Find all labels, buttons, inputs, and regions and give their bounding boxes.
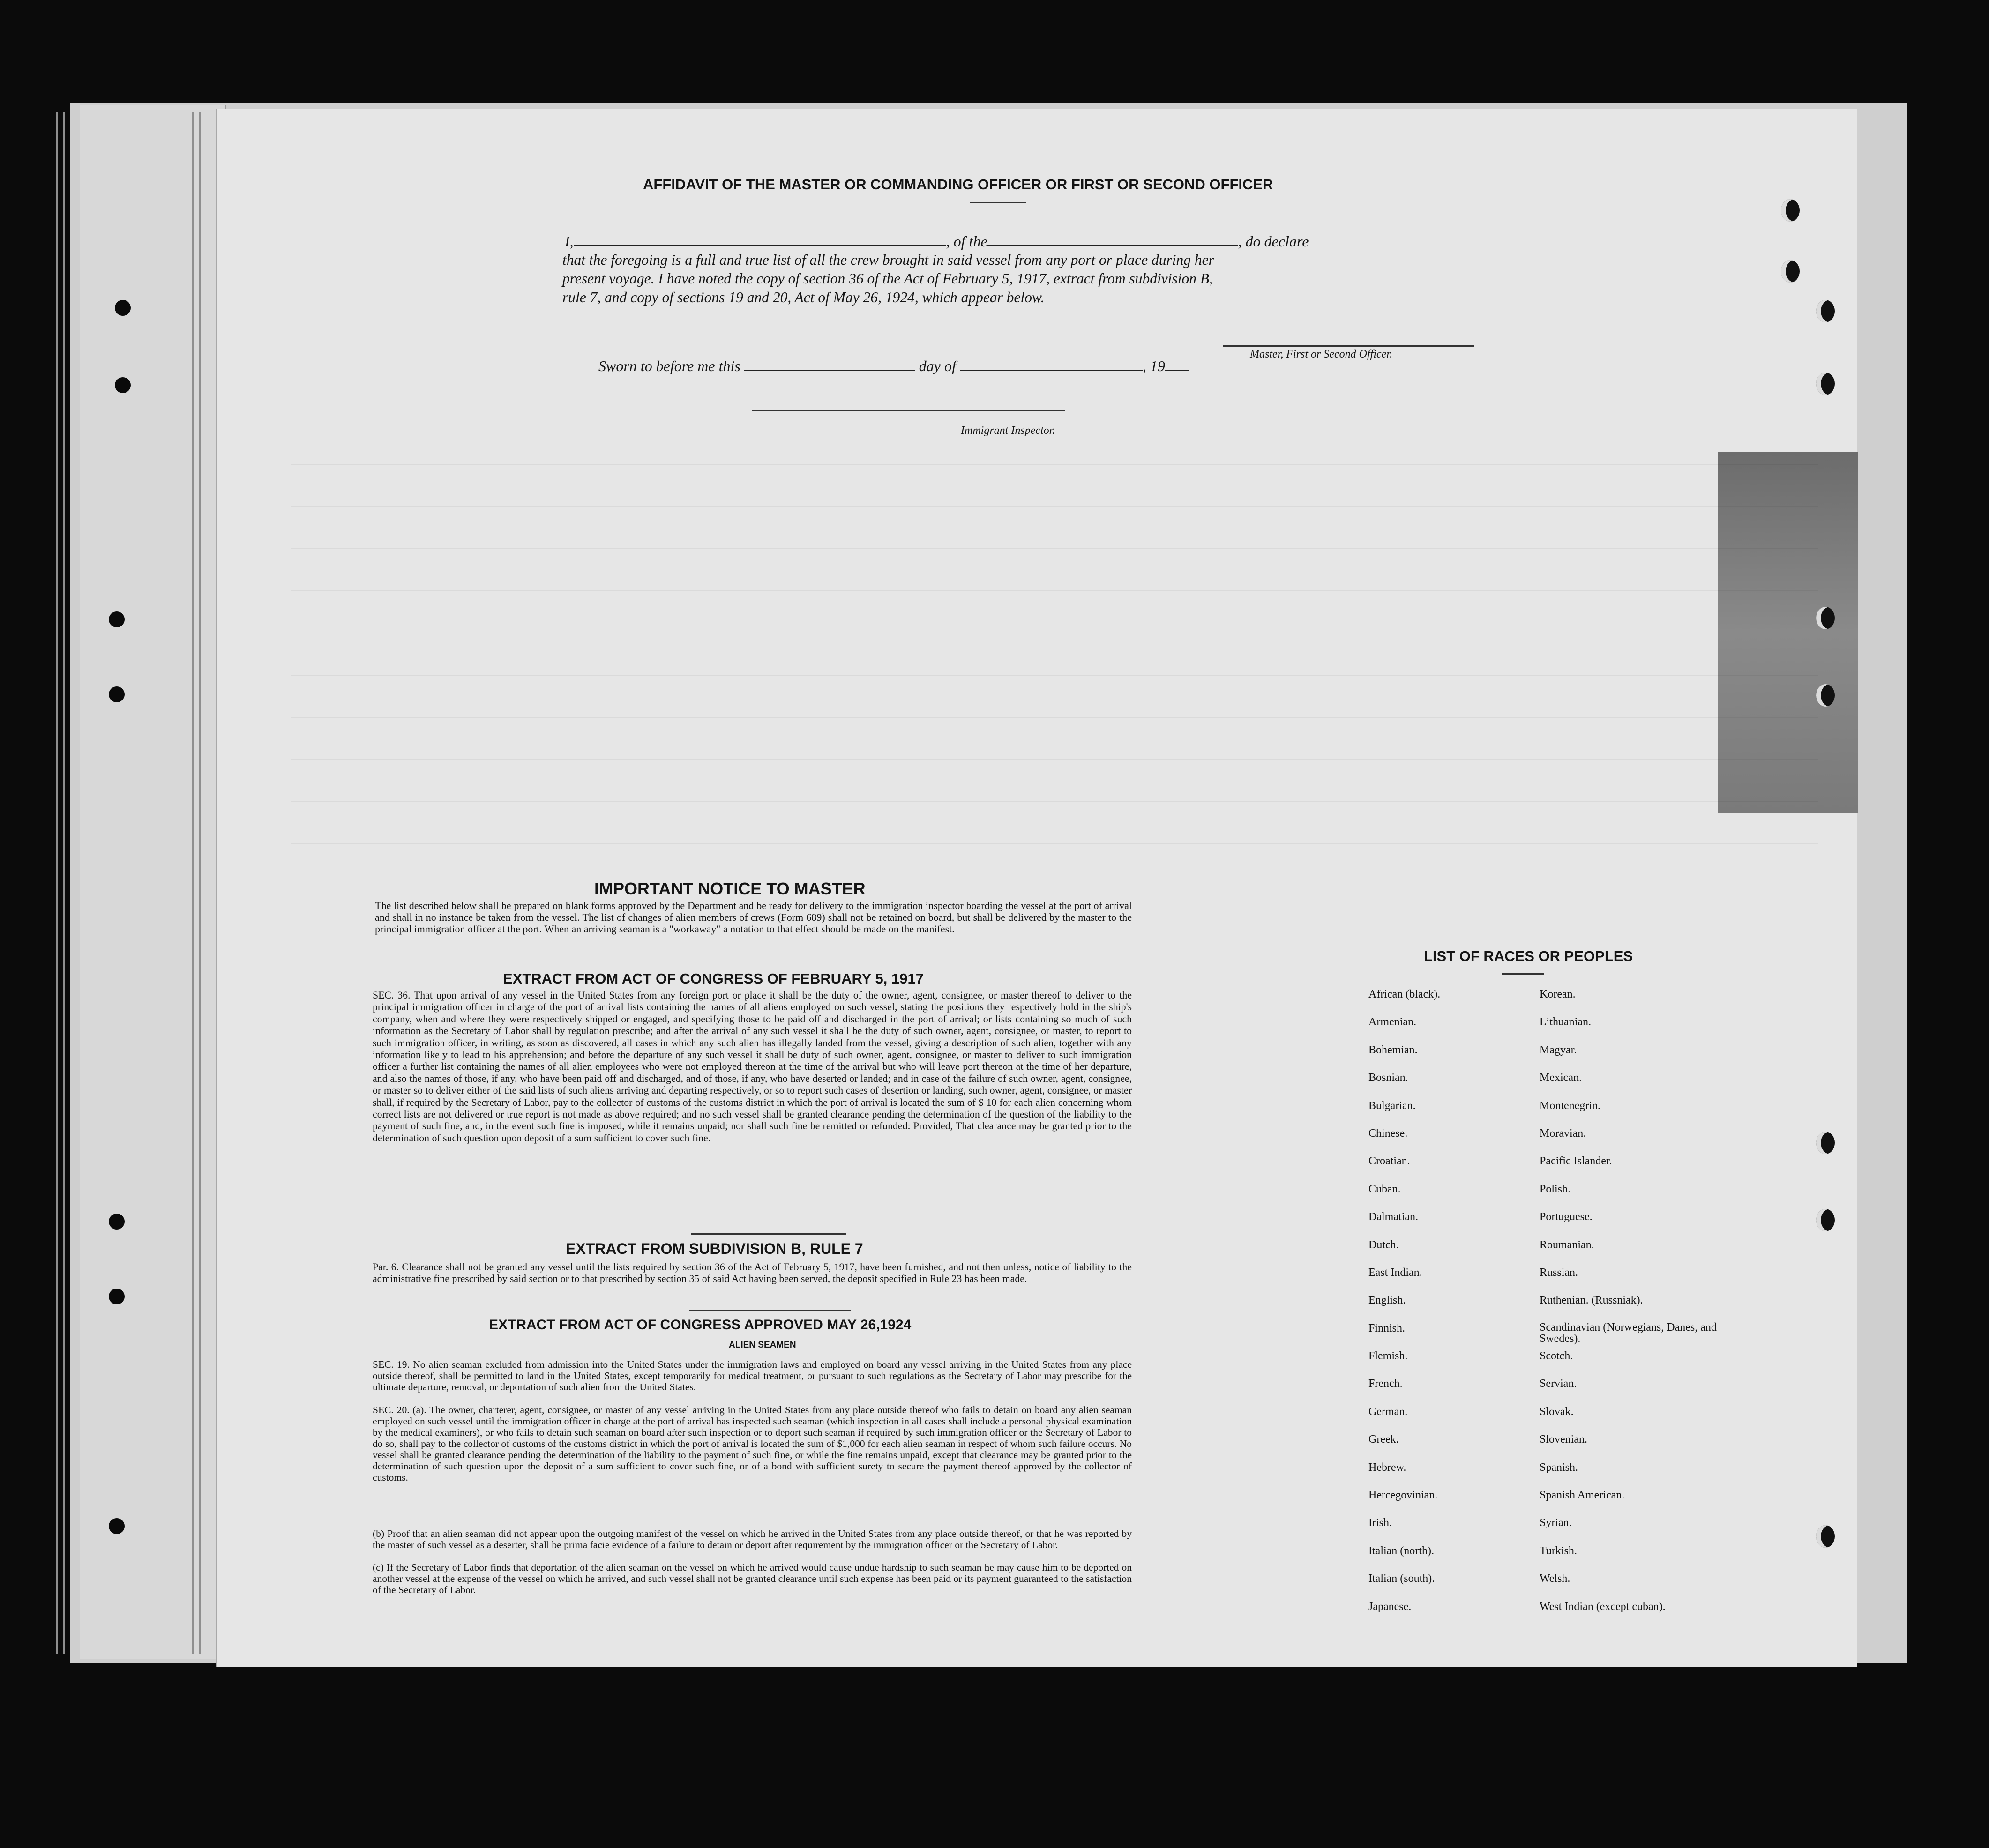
inspector-caption: Immigrant Inspector. xyxy=(961,425,1055,437)
sec-20a-text: SEC. 20. (a). The owner, charterer, agent, consignee, or master of any vessel arriving in the United States from any place outside thereof who fails to detain on board any alien seaman employed on such vessel until the immigration officer in charge at the port of arrival has inspected such seaman (which inspection in all cases shall include a personal physical examination by the medical examiners), or who fails to detain such seaman on board after such inspection or to deport such seaman if required by such immigration officer or the Secretary of Labor to do so, shall pay to the collector of customs of the customs district in which the port of arrival is located the sum of $1,000 for each alien seaman in respect of whom such failure occurs. No vessel shall be granted clearance pending the determination of the liability to the payment of such fine, or while the fine remains unpaid, except that clearance may be granted prior to the determination of such question upon the deposit of a sum sufficient to cover such fine, or of a bond with sufficient surety to secure the payment thereof approved by the collector of customs. xyxy=(373,1404,1132,1483)
race-item: African (black). xyxy=(1368,988,1441,1000)
race-item: English. xyxy=(1368,1294,1406,1307)
race-item: Spanish. xyxy=(1540,1461,1578,1474)
page-edge xyxy=(56,112,58,1654)
sec-20b-text: (b) Proof that an alien seaman did not appear upon the outgoing manifest of the vessel on which he arrived in the United States from any place outside thereof, or that he was reported by the master of such vessel as a deserter, shall be prima facie evidence of a failure to detain or deport after requirement by the immigration officer or the Secretary of Labor. xyxy=(373,1528,1132,1550)
bleed-through xyxy=(291,843,1818,844)
binder-hole xyxy=(109,686,125,702)
race-item: Dalmatian. xyxy=(1368,1211,1418,1223)
race-item: Roumanian. xyxy=(1540,1238,1594,1251)
affidavit-heading: AFFIDAVIT OF THE MASTER OR COMMANDING OFFICER OR FIRST OR SECOND OFFICER xyxy=(643,176,1273,193)
officer-signature-line[interactable] xyxy=(1223,345,1474,347)
race-item: Polish. xyxy=(1540,1183,1571,1195)
race-item: Italian (north). xyxy=(1368,1544,1434,1557)
race-item: Japanese. xyxy=(1368,1600,1412,1613)
affidavit-line-1 xyxy=(565,233,1309,250)
divider xyxy=(689,1310,851,1311)
bleed-through xyxy=(291,717,1818,718)
race-item: Finnish. xyxy=(1368,1322,1406,1334)
punch-hole xyxy=(1781,199,1800,222)
race-item: Armenian. xyxy=(1368,1016,1416,1028)
affidavit-declare: , do declare xyxy=(1238,233,1309,250)
race-item: Hercegovinian. xyxy=(1368,1489,1438,1502)
extract-1917-heading: EXTRACT FROM ACT OF CONGRESS OF FEBRUARY 5, 1917 xyxy=(503,970,924,987)
race-item: Ruthenian. (Russniak). xyxy=(1540,1294,1643,1307)
race-item: Mexican. xyxy=(1540,1072,1582,1084)
notice-text: The list described below shall be prepared on blank forms approved by the Department and be ready for delivery to the immigration inspector boarding the vessel at the port of arrival and shall in no instance be taken from the vessel. The list of changes of alien members of crews (Form 689) shall not be retained on board, but shall be delivered by the master to the principal immigration officer at the port. When an arriving seaman is a "workaway" a notation to that effect should be made on the manifest. xyxy=(375,900,1132,935)
race-item: Moravian. xyxy=(1540,1127,1586,1140)
race-item: Scandinavian (Norwegians, Danes, and Swedes). xyxy=(1540,1321,1717,1345)
name-blank[interactable] xyxy=(574,245,946,246)
page-edge xyxy=(63,112,65,1654)
punch-hole xyxy=(1816,1209,1835,1231)
race-item: Dutch. xyxy=(1368,1238,1399,1251)
binder-hole xyxy=(109,1289,125,1304)
divider xyxy=(1502,973,1544,975)
divider xyxy=(691,1233,846,1235)
bleed-through xyxy=(291,506,1818,507)
affidavit-line-2: that the foregoing is a full and true list of all the crew brought in said vessel from any port or place during her xyxy=(562,252,1214,268)
race-item: Servian. xyxy=(1540,1378,1577,1390)
race-item: Croatian. xyxy=(1368,1155,1410,1168)
races-right-column xyxy=(1540,988,1718,1628)
race-item: Cuban. xyxy=(1368,1183,1401,1195)
notice-heading: IMPORTANT NOTICE TO MASTER xyxy=(594,879,866,898)
affidavit-of-the: , of the xyxy=(946,233,987,250)
affidavit-i: I, xyxy=(565,233,574,250)
race-item: Bulgarian. xyxy=(1368,1099,1416,1112)
alien-seamen-subheading: ALIEN SEAMEN xyxy=(729,1340,796,1350)
punch-hole xyxy=(1816,1525,1835,1548)
sworn-text: Sworn to before me this xyxy=(598,358,740,374)
extract-rule7-heading: EXTRACT FROM SUBDIVISION B, RULE 7 xyxy=(566,1240,863,1257)
punch-hole xyxy=(1781,260,1800,283)
sec-19-text: SEC. 19. No alien seaman excluded from admission into the United States under the immigration laws and employed on board any vessel arriving in the United States from any place outside thereof, shall be permitted to land in the United States, except temporarily for medical treatment, or pursuant to such regulations as the Secretary of Labor may prescribe for the ultimate departure, removal, or deportation of such alien from the United States. xyxy=(373,1359,1132,1393)
divider xyxy=(970,202,1026,203)
punch-hole xyxy=(1816,607,1835,629)
left-binder-sheet xyxy=(80,105,226,1659)
race-item: Welsh. xyxy=(1540,1572,1570,1585)
bleed-through xyxy=(291,548,1818,549)
race-item: French. xyxy=(1368,1378,1403,1390)
punch-hole xyxy=(1816,300,1835,322)
year-blank[interactable] xyxy=(1165,370,1189,371)
punch-hole xyxy=(1816,1132,1835,1154)
race-item: Bohemian. xyxy=(1368,1043,1418,1056)
binder-hole xyxy=(109,1214,125,1230)
race-item: East Indian. xyxy=(1368,1266,1422,1279)
races-heading: LIST OF RACES OR PEOPLES xyxy=(1424,948,1633,964)
race-item: Russian. xyxy=(1540,1266,1578,1279)
race-item: Portuguese. xyxy=(1540,1211,1593,1223)
bleed-through xyxy=(291,801,1818,802)
binder-hole xyxy=(115,377,131,393)
race-item: Slovak. xyxy=(1540,1405,1574,1418)
race-item: Flemish. xyxy=(1368,1350,1408,1363)
race-item: Bosnian. xyxy=(1368,1072,1408,1084)
binder-hole xyxy=(109,611,125,627)
race-item: Chinese. xyxy=(1368,1127,1408,1140)
day-of-text: day of xyxy=(919,358,956,374)
race-item: Hebrew. xyxy=(1368,1461,1406,1474)
race-item: Spanish American. xyxy=(1540,1489,1625,1502)
extract-1924-heading: EXTRACT FROM ACT OF CONGRESS APPROVED MAY 26,1924 xyxy=(489,1317,912,1333)
binder-hole xyxy=(115,300,131,316)
extract-rule7-text: Par. 6. Clearance shall not be granted any vessel until the lists required by section 36 of the Act of February 5, 1917, have been furnished, and not then unless, notice of liability to the administrative fine prescribed by said section or to that prescribed by section 35 of said Act having been served, the deposit specified in Rule 23 has been made. xyxy=(373,1261,1132,1284)
affidavit-line-3: present voyage. I have noted the copy of section 36 of the Act of February 5, 1917, extract from subdivision B, xyxy=(562,270,1213,287)
page-edge xyxy=(199,112,201,1654)
bleed-through xyxy=(291,464,1818,465)
race-item: Syrian. xyxy=(1540,1517,1572,1529)
race-item: Pacific Islander. xyxy=(1540,1155,1612,1168)
race-item: Magyar. xyxy=(1540,1043,1577,1056)
affidavit-line-4: rule 7, and copy of sections 19 and 20, Act of May 26, 1924, which appear below. xyxy=(562,289,1045,306)
officer-caption: Master, First or Second Officer. xyxy=(1250,348,1392,360)
inspector-signature-line[interactable] xyxy=(752,410,1065,411)
race-item: Irish. xyxy=(1368,1517,1392,1529)
extract-1917-text: SEC. 36. That upon arrival of any vessel in the United States from any foreign port or place it shall be the duty of the owner, agent, consignee, or master thereof to deliver to the principal immigration officer in charge of the port of arrival lists containing the names of all aliens employed on such vessel, stating the positions they respectively hold in the ship's company, when and where they were respectively shipped or engaged, and specifying those to be paid off and discharged in the port of arrival; or lists containing so much of such information as the Secretary of Labor shall by regulation prescribe; and after the arrival of any such vessel it shall be the duty of such owner, agent, consignee, or master, to report to such immigration officer, in writing, as soon as discovered, all cases in which any such alien has illegally landed from the vessel, giving a description of such alien, together with any information likely to lead to his apprehension; and before the departure of any such vessel it shall be duty of such owner, agent, consignee, or master to deliver to such immigration officer a further list containing the names of all alien employees who were not employed thereon at the time of the arrival but who will leave port thereon at the time of her departure, and also the names of those, if any, who have been paid off and discharged, and of those, if any, who have deserted or landed; and in case of the failure of such owner, agent, consignee, or master so to deliver either of the said lists of such aliens arriving and departing respectively, or so to report such cases of desertion or landing, such owner, agent, consignee, or master shall, if required by the Secretary of Labor, pay to the collector of customs of the customs district in which the port of arrival is located the sum of $ 10 for each alien concerning whom correct lists are not delivered or true report is not made as above required; and no such vessel shall be granted clearance pending the determination of the question of the liability to the payment of such fine, and, in the event such fine is imposed, while it remains unpaid; nor shall such fine be remitted or refunded: Provided, That clearance may be granted prior to the determination of such question upon deposit of a sum sufficient to cover such fine. xyxy=(373,990,1132,1144)
sworn-line xyxy=(598,358,1189,375)
race-item: Scotch. xyxy=(1540,1350,1573,1363)
race-item: Slovenian. xyxy=(1540,1433,1587,1446)
punch-hole xyxy=(1816,684,1835,707)
punch-hole xyxy=(1816,373,1835,395)
race-item: Montenegrin. xyxy=(1540,1099,1600,1112)
bleed-through xyxy=(291,590,1818,591)
race-item: West Indian (except cuban). xyxy=(1540,1600,1666,1613)
sec-20c-text: (c) If the Secretary of Labor finds that deportation of the alien seaman on the vessel on which he arrived would cause undue hardship to such seaman he may cause him to be deported on another vessel at the expense of the vessel on which he arrived, and such vessel shall not be granted clearance until such expense has been paid or its payment guaranteed to the satisfaction of the Secretary of Labor. xyxy=(373,1562,1132,1595)
year-prefix: , 19 xyxy=(1142,358,1165,374)
races-left-column xyxy=(1368,988,1440,1628)
binder-hole xyxy=(109,1518,125,1534)
sworn-month-blank[interactable] xyxy=(960,370,1143,371)
race-item: Lithuanian. xyxy=(1540,1016,1591,1028)
sworn-day-blank[interactable] xyxy=(744,370,915,371)
page-edge xyxy=(192,112,194,1654)
race-item: Korean. xyxy=(1540,988,1576,1000)
race-item: German. xyxy=(1368,1405,1408,1418)
vessel-blank[interactable] xyxy=(987,245,1238,246)
bleed-through xyxy=(291,675,1818,676)
bleed-through xyxy=(291,759,1818,760)
race-item: Italian (south). xyxy=(1368,1572,1435,1585)
race-item: Greek. xyxy=(1368,1433,1399,1446)
race-item: Turkish. xyxy=(1540,1544,1577,1557)
